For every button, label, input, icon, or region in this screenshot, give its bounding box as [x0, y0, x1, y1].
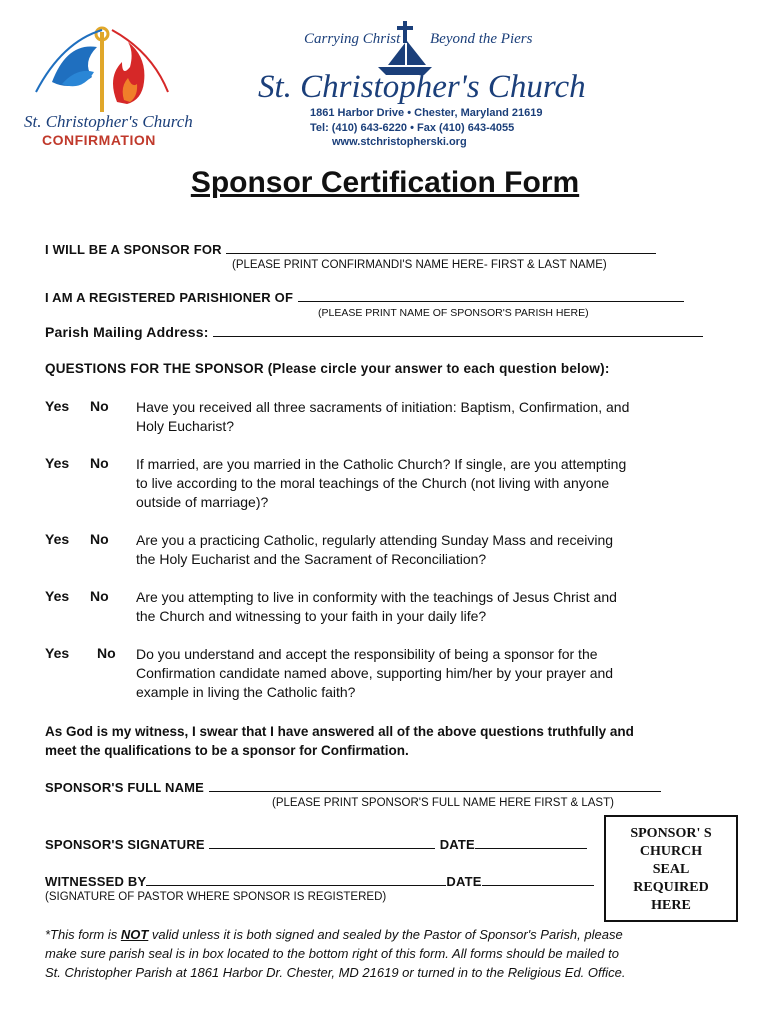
question-text: Are you attempting to live in conformity with the teachings of Jesus Christ and the Church and witnessing to your faith in your daily life?: [136, 589, 617, 624]
letterhead-phone: Tel: (410) 643-6220 • Fax (410) 643-4055: [310, 122, 515, 134]
parishioner-hint: (PLEASE PRINT NAME OF SPONSOR'S PARISH HERE): [318, 307, 589, 319]
witness-row: [45, 872, 594, 891]
no-option[interactable]: No: [97, 645, 116, 661]
question-text: If married, are you married in the Catholic Church? If single, are you attempting to live according to the moral teachings of the Church (not living with anyone outside of marriage)?: [136, 456, 627, 510]
tagline-right: Beyond the Piers: [430, 31, 533, 47]
yes-option[interactable]: Yes: [45, 398, 70, 414]
dove-flame-icon: [22, 22, 182, 112]
letterhead-church-name: St. Christopher's Church: [258, 69, 586, 105]
confirmandi-name-field[interactable]: [226, 240, 656, 254]
no-option[interactable]: No: [90, 588, 109, 604]
footnote-emphasis: NOT: [120, 927, 149, 942]
logo-church-name: St. Christopher's Church: [24, 112, 193, 131]
letterhead-website: www.stchristopherski.org: [332, 136, 467, 148]
signature-label: SPONSOR'S SIGNATURE: [45, 837, 205, 852]
full-name-hint: (PLEASE PRINT SPONSOR'S FULL NAME HERE FIRST & LAST): [272, 797, 614, 809]
sponsor-for-row: [45, 240, 656, 259]
church-seal-box: SPONSOR' S CHURCH SEAL REQUIRED HERE: [604, 815, 738, 922]
sponsor-for-label: I WILL BE A SPONSOR FOR: [45, 242, 222, 257]
mailing-row: [45, 323, 703, 342]
letterhead: [250, 15, 586, 150]
logo-program: CONFIRMATION: [42, 132, 156, 148]
footnote: *This form is NOT valid unless it is both signed and sealed by the Pastor of Sponsor's Parish, please make sure parish seal is in box located to the bottom right of this form. All forms should be mailed to St. Christopher Parish at 1861 Harbor Dr. Chester, MD 21619 or turned in to the Religious Ed. Office.: [45, 927, 626, 980]
yes-option[interactable]: Yes: [45, 645, 70, 661]
sponsor-parish-field[interactable]: [298, 288, 684, 302]
mailing-address-field[interactable]: [213, 323, 703, 337]
signature-date-field[interactable]: [475, 835, 587, 849]
witness-date-label: DATE: [446, 874, 482, 889]
tagline-left: Carrying Christ: [304, 31, 401, 47]
parishioner-row: [45, 288, 684, 307]
question-text: Have you received all three sacraments of initiation: Baptism, Confirmation, and Holy Eucharist?: [136, 399, 630, 434]
witness-hint: (SIGNATURE OF PASTOR WHERE SPONSOR IS REGISTERED): [45, 891, 387, 903]
question-text: Are you a practicing Catholic, regularly attending Sunday Mass and receiving the Holy Eucharist and the Sacrament of Reconciliation?: [136, 532, 614, 567]
full-name-label: SPONSOR'S FULL NAME: [45, 780, 205, 795]
signature-row: [45, 835, 587, 854]
no-option[interactable]: No: [90, 531, 109, 547]
yes-option[interactable]: Yes: [45, 455, 70, 471]
confirmation-logo: [22, 22, 193, 152]
date-label: DATE: [439, 837, 475, 852]
no-option[interactable]: No: [90, 455, 109, 471]
parishioner-label: I AM A REGISTERED PARISHIONER OF: [45, 290, 294, 305]
letterhead-address: 1861 Harbor Drive • Chester, Maryland 21619: [310, 107, 543, 119]
question-text: Do you understand and accept the responsibility of being a sponsor for the Confirmation candidate named above, supporting him/her by your prayer and example in living the Catholic faith?: [136, 646, 614, 700]
yes-option[interactable]: Yes: [45, 588, 70, 604]
oath-statement: As God is my witness, I swear that I have answered all of the above questions truthfully and meet the qualifications to be a sponsor for Confirmation.: [45, 724, 634, 758]
witness-date-field[interactable]: [482, 872, 594, 886]
questions-heading: QUESTIONS FOR THE SPONSOR (Please circle your answer to each question below):: [45, 361, 610, 376]
witness-signature-field[interactable]: [146, 872, 446, 886]
sponsor-full-name-field[interactable]: [209, 778, 661, 792]
sponsor-signature-field[interactable]: [209, 835, 435, 849]
no-option[interactable]: No: [90, 398, 109, 414]
page-title: Sponsor Certification Form: [190, 166, 580, 199]
sponsor-for-hint: (PLEASE PRINT CONFIRMANDI'S NAME HERE- FIRST & LAST NAME): [232, 259, 607, 271]
yes-option[interactable]: Yes: [45, 531, 70, 547]
witness-label: WITNESSED BY: [45, 874, 147, 889]
full-name-row: [45, 778, 661, 797]
mailing-label: Parish Mailing Address:: [45, 324, 209, 340]
